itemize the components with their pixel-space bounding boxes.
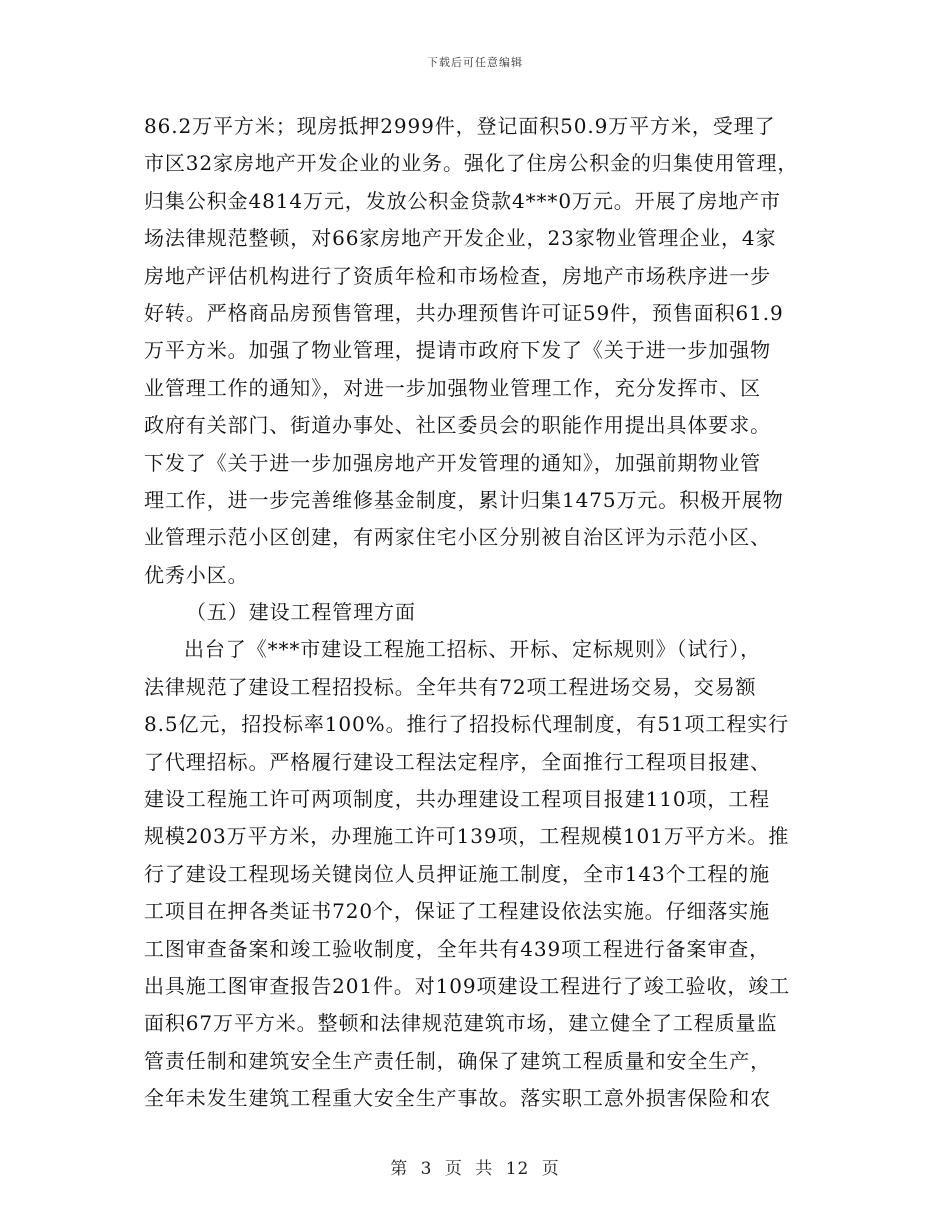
text-line: 房地产评估机构进行了资质年检和市场检查，房地产市场秩序进一步 xyxy=(144,263,771,288)
text-line: 规模203万平方米，办理施工许可139项，工程规模101万平方米。推 xyxy=(144,824,790,849)
text-line: 市区32家房地产开发企业的业务。强化了住房公积金的归集使用管理， xyxy=(144,151,799,176)
text-line: 理工作，进一步完善维修基金制度，累计归集1475万元。积极开展物 xyxy=(144,487,784,512)
text-line: 好转。严格商品房预售管理，共办理预售许可证59件，预售面积61.9 xyxy=(144,300,784,325)
text-line: 全年未发生建筑工程重大安全生产事故。落实职工意外损害保险和农 xyxy=(144,1086,771,1111)
text-line: 业管理工作的通知》，对进一步加强物业管理工作，充分发挥市、区 xyxy=(144,375,761,400)
text-line: 业管理示范小区创建，有两家住宅小区分别被自治区评为示范小区、 xyxy=(144,525,771,550)
text-line: 法律规范了建设工程招投标。全年共有72项工程进场交易，交易额 xyxy=(144,674,757,699)
text-line: 政府有关部门、街道办事处、社区委员会的职能作用提出具体要求。 xyxy=(144,413,771,438)
text-line: 下发了《关于进一步加强房地产开发管理的通知》，加强前期物业管 xyxy=(144,450,761,475)
text-line: 归集公积金4814万元，发放公积金贷款4***0万元。开展了房地产市 xyxy=(144,188,781,213)
page-number-footer: 第 3 页 共 12 页 xyxy=(390,1159,560,1179)
document-body xyxy=(144,108,808,1118)
text-line: 8.5亿元，招投标率100%。推行了招投标代理制度，有51项工程实行 xyxy=(144,712,790,737)
text-line: 建设工程施工许可两项制度，共办理建设工程项目报建110项，工程 xyxy=(144,787,771,812)
page-header: 下载后可任意编辑 xyxy=(427,56,523,69)
text-line: 管责任制和建筑安全生产责任制，确保了建筑工程质量和安全生产， xyxy=(144,1048,771,1073)
text-line: 86.2万平方米；现房抵押2999件，登记面积50.9万平方米，受理了 xyxy=(144,114,776,138)
text-line: 工项目在押各类证书720个，保证了工程建设依法实施。仔细落实施 xyxy=(144,899,771,924)
text-line: 场法律规范整顿，对66家房地产开发企业，23家物业管理企业，4家 xyxy=(144,226,777,251)
text-line: 面积67万平方米。整顿和法律规范建筑市场，建立健全了工程质量监 xyxy=(144,1011,778,1036)
text-line: 优秀小区。 xyxy=(144,562,249,587)
text-line: 工图审查备案和竣工验收制度，全年共有439项工程进行备案审查， xyxy=(144,936,771,961)
text-line: 了代理招标。严格履行建设工程法定程序，全面推行工程项目报建、 xyxy=(144,749,771,774)
text-line: 出具施工图审查报告201件。对109项建设工程进行了竣工验收，竣工 xyxy=(144,973,791,998)
section-heading: （五）建设工程管理方面 xyxy=(186,600,416,625)
text-line: 行了建设工程现场关键岗位人员押证施工制度，全市143个工程的施 xyxy=(144,861,771,886)
text-line: 万平方米。加强了物业管理，提请市政府下发了《关于进一步加强物 xyxy=(144,338,771,363)
text-line: 出台了《***市建设工程施工招标、开标、定标规则》（试行）， xyxy=(184,637,761,662)
